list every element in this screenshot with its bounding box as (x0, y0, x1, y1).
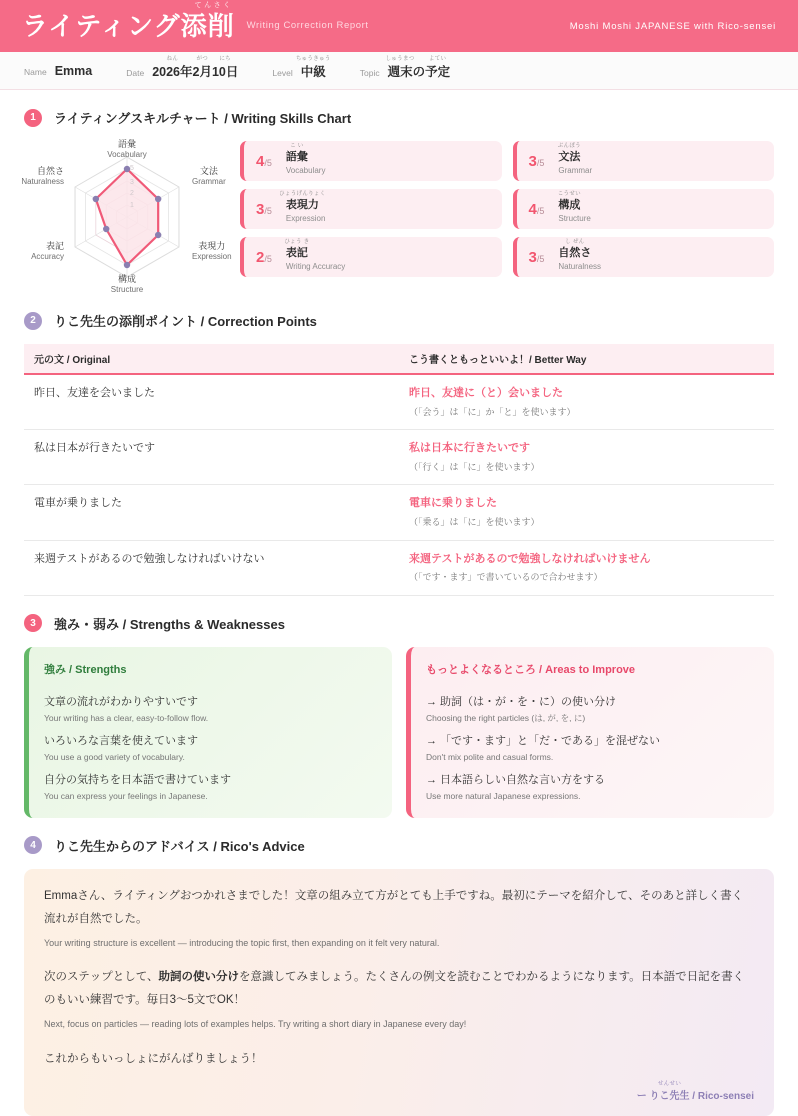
score-card-grammar (513, 141, 775, 181)
score-label-en: Expression (285, 213, 326, 223)
correction-note: （「会う」は「に」か「と」を使います） (409, 406, 576, 417)
radar-axis-label-accuracy: 表記 Accuracy (31, 241, 64, 262)
radar-axis-label-structure: 構成 Structure (110, 274, 144, 295)
section-skills (0, 108, 798, 293)
section-advice (0, 836, 798, 1116)
score-label-en: Naturalness (558, 261, 602, 271)
strength-item-jp: いろいろな言葉を使えています (44, 734, 198, 747)
radar-axis-label-grammar: 文法 Grammar (192, 166, 226, 187)
svg-text:1: 1 (130, 202, 134, 209)
section-4-badge: 4 (24, 836, 42, 854)
score-label-jp: ぶんぽう 文法 (557, 143, 581, 164)
skills-row (21, 139, 774, 295)
brand-title-ruby: てんさく (194, 2, 233, 9)
improve-item-jp: → 「です・ます」と「だ・である」を混ぜない (426, 734, 661, 747)
score-value: 4/5 (256, 152, 272, 170)
improve-item-en: Don't mix polite and casual forms. (426, 751, 554, 762)
section-1-title: ライティングスキルチャート / Writing Skills Chart (54, 111, 352, 126)
brand-title-text: ライティング添削 (22, 11, 235, 41)
advice-signature: ー せんせい りこ先生 / Rico-sensei (636, 1080, 754, 1102)
brand-org-label: Moshi Moshi JAPANESE with Rico-sensei (569, 20, 776, 32)
advice-paragraph-1 (44, 885, 754, 951)
section-4-title: りこ先生からのアドバイス / Rico's Advice (54, 838, 305, 854)
brand-title-jp (22, 2, 235, 41)
section-3-title: 強み・弱み / Strengths & Weaknesses (54, 616, 285, 632)
score-label-en: Grammar (558, 165, 593, 175)
advice-jp: 次のステップとして、助詞の使い分けを意識してみましょう。たくさんの例文を読むことでわかるようになります。日本語で日記を書くのもいい練習です。毎日3〜5文でOK！ (44, 971, 745, 1007)
radar-axis-label-naturalness: 自然さ Naturalness (21, 166, 64, 187)
info-level (272, 55, 331, 80)
section-2-badge: 2 (24, 312, 42, 330)
advice-paragraph-2 (44, 966, 754, 1032)
score-card-writing-accuracy (240, 237, 502, 277)
column-header-better: こう書くともっといいよ！/ Better Way (399, 344, 774, 374)
info-date (126, 55, 239, 80)
strengths-card (24, 647, 392, 818)
section-2-title: りこ先生の添削ポイント / Correction Points (54, 314, 317, 329)
radar-chart (21, 139, 232, 295)
cell-better (399, 430, 774, 485)
score-label-jp: ひょうげんりょく 表現力 (279, 191, 326, 212)
info-date-value: 2026 ねん 年2 がつ 月10 にち 日 (152, 55, 239, 79)
section-strengths-weaknesses (0, 614, 798, 818)
advice-closing: これからもいっしょにがんばりましょう！ (44, 1052, 263, 1065)
section-3-badge: 3 (24, 614, 42, 632)
info-topic (359, 55, 451, 80)
info-name (24, 64, 92, 78)
improvements-title: もっとよくなるところ / Areas to Improve (426, 663, 636, 676)
radar-axis-label-vocabulary: 語彙 Vocabulary (107, 139, 147, 160)
table-row (24, 540, 774, 595)
score-column-right (513, 141, 775, 277)
student-info-bar (0, 52, 798, 90)
score-card-structure (513, 189, 775, 229)
improve-item-en: Use more natural Japanese expressions. (426, 790, 581, 801)
score-card-expression (240, 189, 502, 229)
improvements-card (406, 647, 774, 818)
table-row (24, 430, 774, 485)
section-3-heading (24, 614, 774, 633)
score-label-en: Vocabulary (285, 165, 326, 175)
cell-better (399, 485, 774, 540)
score-label-jp: こうせい 構成 (557, 191, 581, 212)
table-row (24, 485, 774, 540)
info-topic-label: Topic (359, 67, 380, 78)
score-value: 3/5 (256, 200, 272, 218)
correction-note: （「です・ます」で書いているので合わせます） (409, 572, 603, 583)
section-corrections (0, 311, 798, 596)
strengths-weaknesses-row (24, 647, 774, 818)
better-sentence: 電車に乗りました (409, 497, 497, 510)
score-label-en: Structure (558, 213, 591, 223)
section-1-heading (24, 108, 774, 127)
strength-item-en: You can express your feelings in Japanese. (44, 790, 208, 801)
better-sentence: 来週テストがあるので勉強しなければいけません (409, 552, 651, 565)
improve-item-jp: → 助詞（は・が・を・に）の使い分け (426, 695, 617, 708)
better-sentence: 私は日本に行きたいです (409, 442, 530, 455)
score-value: 4/5 (528, 200, 545, 218)
section-4-heading (24, 836, 774, 855)
svg-text:3: 3 (130, 179, 134, 186)
score-label-jp: し ぜん 自然さ (558, 239, 592, 260)
info-date-label: Date (126, 67, 145, 78)
table-row (24, 374, 774, 430)
cell-original (24, 540, 399, 595)
table-header-row (24, 344, 774, 374)
better-sentence: 昨日、友達に（と）会いました (409, 387, 563, 399)
score-value: 3/5 (528, 152, 545, 170)
radar-axis-label-expression: 表現力 Expression (192, 241, 232, 262)
advice-jp: Emmaさん、ライティングおつかれさまでした！文章の組み立て方がとても上手ですね。最初にテーマを紹介して、そのあと詳しく書く流れが自然でした。 (44, 889, 744, 925)
advice-en: Your writing structure is excellent — introducing the topic first, then expanding on it felt very natural. (44, 937, 440, 948)
strength-item-jp: 文章の流れがわかりやすいです (44, 695, 198, 708)
cell-original (24, 374, 399, 430)
original-sentence: 昨日、友達を会いました (34, 387, 155, 399)
info-topic-value: しゅうまつ 週末の よてい 予定 (385, 55, 451, 79)
svg-text:5: 5 (130, 165, 134, 172)
svg-text:2: 2 (130, 190, 134, 197)
score-card-vocabulary (240, 141, 502, 181)
strength-item-en: Your writing has a clear, easy-to-follow flow. (44, 712, 209, 723)
corrections-table (24, 344, 774, 596)
cell-original (24, 485, 399, 540)
advice-panel (24, 869, 774, 1116)
info-level-label: Level (272, 67, 293, 78)
brand-subtitle-en: Writing Correction Report (246, 19, 369, 31)
original-sentence: 私は日本が行きたいです (34, 442, 155, 455)
advice-en: Next, focus on particles — reading lots of examples helps. Try writing a short diary in Japanese every day! (44, 1019, 467, 1030)
info-name-value: Emma (54, 63, 93, 78)
score-column-left (240, 141, 502, 277)
original-sentence: 電車が乗りました (34, 497, 122, 510)
cell-better (399, 540, 774, 595)
score-value: 3/5 (528, 248, 545, 266)
correction-note: （「行く」は「に」を使います） (409, 461, 540, 472)
improve-item-en: Choosing the right particles (は, が, を, に) (426, 712, 586, 723)
score-card-naturalness (513, 237, 775, 277)
score-label-jp: ひょう き 表記 (284, 239, 310, 260)
column-header-original: 元の文 / Original (24, 344, 399, 374)
strength-item-jp: 自分の気持ちを日本語で書けています (44, 773, 231, 786)
section-2-heading (24, 311, 774, 330)
score-cards (240, 141, 774, 277)
radar-chart-svg (24, 141, 230, 293)
score-label-en: Writing Accuracy (285, 261, 346, 271)
advice-highlight: 助詞の使い分け (158, 971, 240, 984)
cell-better (399, 374, 774, 430)
app-header (0, 0, 798, 52)
correction-note: （「乗る」は「に」を使います） (409, 517, 540, 528)
info-level-value: ちゅうきゅう 中級 (295, 55, 331, 79)
cell-original (24, 430, 399, 485)
strengths-title: 強み / Strengths (44, 663, 127, 676)
section-1-badge: 1 (24, 109, 42, 127)
improve-item-jp: → 日本語らしい自然な言い方をする (426, 773, 606, 786)
info-name-label: Name (24, 66, 47, 77)
strength-item-en: You use a good variety of vocabulary. (44, 751, 185, 762)
score-label-jp: こ い 語彙 (285, 143, 308, 164)
score-value: 2/5 (256, 248, 272, 266)
original-sentence: 来週テストがあるので勉強しなければいけない (34, 552, 265, 565)
